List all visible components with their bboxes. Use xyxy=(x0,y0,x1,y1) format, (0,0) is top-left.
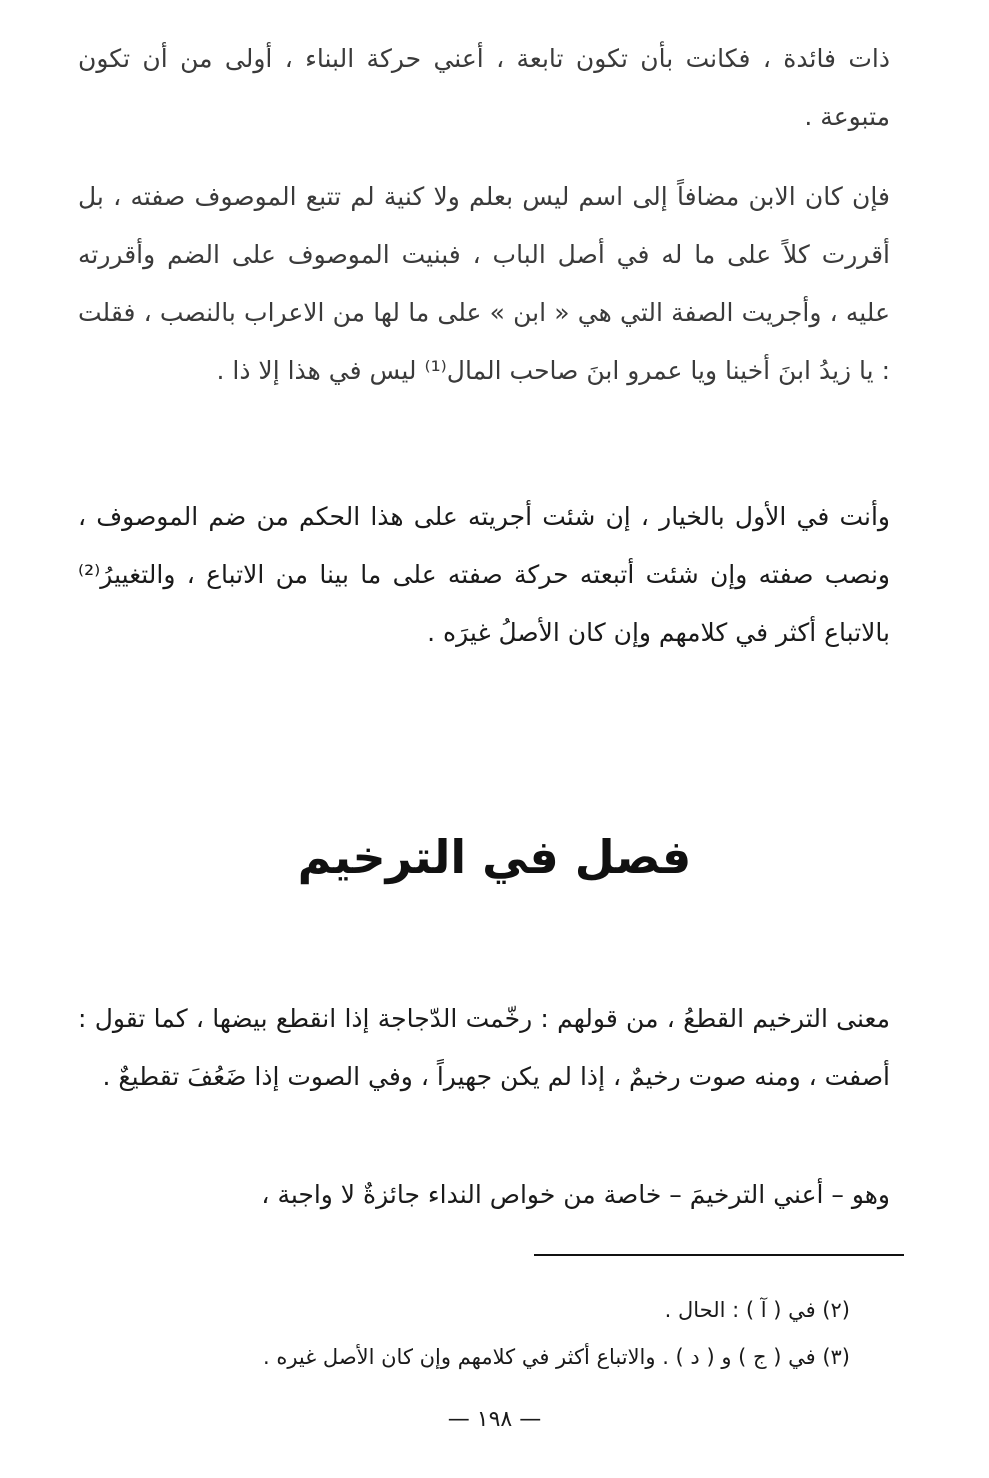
paragraph-2: فإن كان الابن مضافاً إلى اسم ليس بعلم ولا كنية لم تتبع الموصوف صفته ، بل أقررت كلاً على ما له في أصل الباب ، فبنيت الموصوف على الضم وأقررته عليه ، وأجريت الصفة التي هي « ابن » على ما لها من الاعراب بالنصب ، فقلت : يا زيدُ ابنَ أخينا ويا عمرو ابنَ صاحب المال⁽¹⁾ ليس في هذا إلا ذا . xyxy=(78,182,890,385)
footnote-2: (٣) في ( ج ) و ( د ) . والاتباع أكثر في كلامهم وإن كان الأصل غيره . xyxy=(262,1345,850,1369)
paragraph-1: ذات فائدة ، فكانت بأن تكون تابعة ، أعني حركة البناء ، أولى من أن تكون متبوعة . xyxy=(78,44,890,131)
paragraph-5: وهو – أعني الترخيمَ – خاصة من خواص النداء جائزةٌ لا واجبة ، xyxy=(261,1180,890,1209)
footnote-1: (٢) في ( آ ) : الحال . xyxy=(664,1298,850,1322)
page-number: — ١٩٨ — xyxy=(447,1407,542,1432)
section-heading: فصل في الترخيم xyxy=(297,830,692,884)
footnote-divider xyxy=(534,1254,904,1256)
paragraph-4: معنى الترخيم القطعُ ، من قولهم : رخّمت الدّجاجة إذا انقطع بيضها ، كما تقول : أصفت ، ومنه صوت رخيمٌ ، إذا لم يكن جهيراً ، وفي الصوت إذا ضَعُفَ تقطيعٌ . xyxy=(78,1004,890,1091)
paragraph-3: وأنت في الأول بالخيار ، إن شئت أجريته على هذا الحكم من ضم الموصوف ، ونصب صفته وإن شئت أتبعته حركة صفته على ما بينا من الاتباع ، والتغييرُ⁽²⁾ بالاتباع أكثر في كلامهم وإن كان الأصلُ غيرَه . xyxy=(78,502,890,647)
